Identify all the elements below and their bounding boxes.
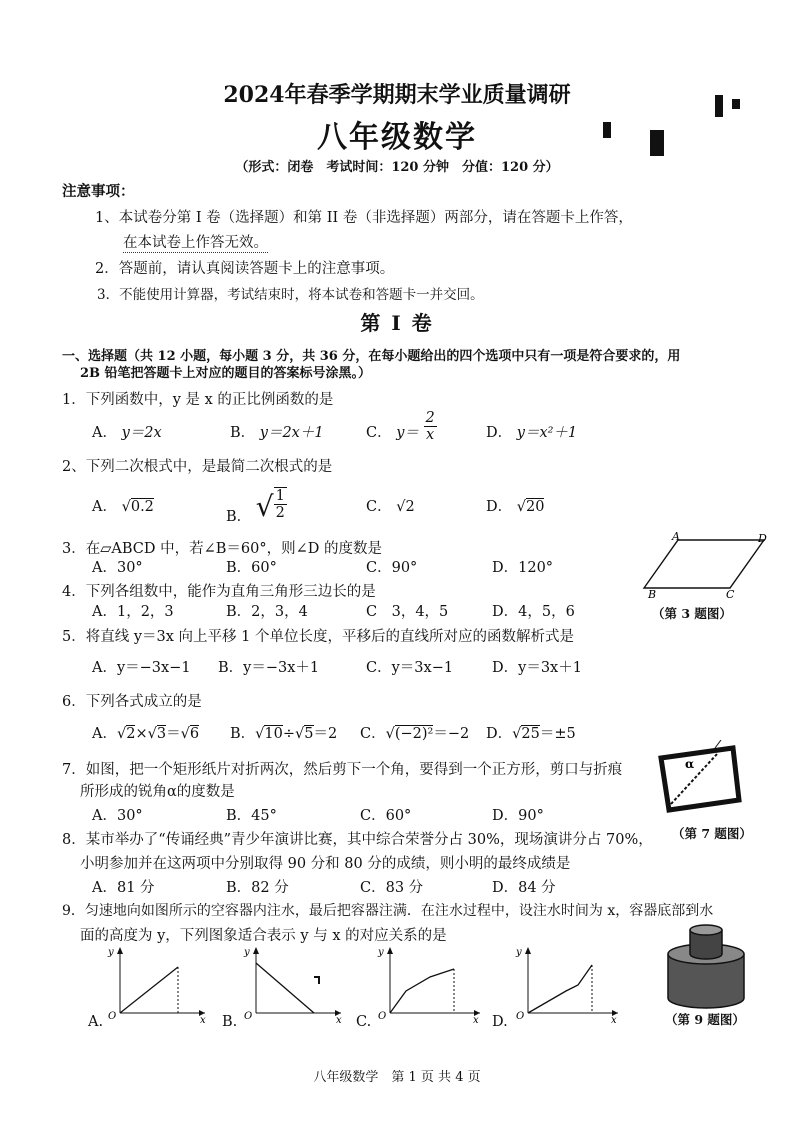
exam-subject: 八年级数学 <box>317 120 477 155</box>
q9c-y: y <box>378 947 384 958</box>
q2-b-label: B． <box>226 509 252 525</box>
q9-graph-d <box>508 945 623 1025</box>
q7-stem-1: 7．如图，把一个矩形纸片对折两次，然后剪下一个角，要得到一个正方形，剪口与折痕 <box>62 762 623 778</box>
q6-option-a: A．√2×√3＝√6 <box>92 726 200 742</box>
q4-stem: 4．下列各组数中，能作为直角三角形三边长的是 <box>62 584 376 600</box>
q3-option-b: B．60° <box>226 560 277 576</box>
q9b-o: O <box>244 1011 253 1022</box>
figure-9-container <box>662 912 752 1012</box>
q6-d-rad: 25 <box>521 726 540 742</box>
q6-d-label: D． <box>486 726 513 742</box>
q6-a-rad3: 6 <box>189 726 200 742</box>
q9b-x: x <box>336 1015 342 1025</box>
q1-stem: 1．下列函数中，y 是 x 的正比例函数的是 <box>62 392 334 408</box>
q2-d-radicand: 20 <box>526 499 545 515</box>
q6-b-eq: ＝2 <box>313 726 338 742</box>
q6-c-eq: ＝−2 <box>433 726 470 742</box>
q9-stem-2: 面的高度为 y，下列图象适合表示 y 与 x 的对应关系的是 <box>80 928 447 944</box>
section-title: 第 I 卷 <box>360 311 434 335</box>
q7-stem-2: 所形成的锐角α的度数是 <box>80 784 235 800</box>
q1-a-math: y＝2x <box>121 425 162 441</box>
fig7-caption: （第 7 题图） <box>672 826 752 841</box>
q9-stem-1: 9．匀速地向如图所示的空容器内注水，最后把容器注满．在注水过程中，设注水时间为 x，容器底部到水 <box>62 903 714 919</box>
notes-heading: 注意事项： <box>62 183 135 200</box>
q9c-o: O <box>378 1011 387 1022</box>
fig3-caption: （第 3 题图） <box>652 606 732 621</box>
q9-graph-b <box>236 945 346 1025</box>
q6-option-d: D．√25＝±5 <box>486 726 576 742</box>
q2-d-label: D． <box>486 499 513 515</box>
figure-7-folded-paper <box>655 740 745 820</box>
q2-c-label: C． <box>366 499 392 515</box>
q6-a-rad2: 3 <box>156 726 167 742</box>
q2-a-radicand: 0.2 <box>130 499 154 515</box>
fig9-caption: （第 9 题图） <box>665 1012 745 1027</box>
q7-option-c: C．60° <box>360 808 412 824</box>
q9a-y: y <box>108 947 114 958</box>
fig3-label-d: D <box>758 532 767 545</box>
q1-d-math: y＝x²＋1 <box>516 425 578 441</box>
q6-a-eq: ＝ <box>166 726 181 742</box>
q6-d-eq: ＝±5 <box>539 726 576 742</box>
q4-option-b: B．2，3，4 <box>226 604 308 620</box>
q6-a-rad1: 2 <box>126 726 136 742</box>
q1-b-label: B． <box>230 425 256 441</box>
q5-option-d: D．y＝3x＋1 <box>492 660 582 676</box>
q4-option-c: C 3，4，5 <box>366 604 449 620</box>
q9-option-a-label: A. <box>88 1014 104 1030</box>
q1-c-label: C． <box>366 425 392 441</box>
fig3-label-a: A <box>672 530 680 543</box>
q1-option-c <box>366 410 437 443</box>
q2-option-d: D． √20 <box>486 499 545 515</box>
q6-b-div: ÷ <box>282 726 296 742</box>
fig7-alpha-label: α <box>685 757 695 771</box>
scan-mark-2 <box>318 976 320 984</box>
q6-stem: 6．下列各式成立的是 <box>62 694 202 710</box>
q1-b-math: y＝2x＋1 <box>259 425 324 441</box>
q1-option-d <box>486 421 577 442</box>
q6-b-label: B． <box>230 726 256 742</box>
q2-option-b: B． √ $\frac{1}{2}$ <box>226 488 285 525</box>
q2-b-den: 2 <box>275 505 285 521</box>
page-footer: 八年级数学 第 1 页 共 4 页 <box>313 1070 481 1085</box>
q9c-x: x <box>473 1015 479 1025</box>
q1-c-den: x <box>426 427 435 443</box>
q2-option-a: A． √0.2 <box>92 499 154 515</box>
q6-a-label: A． <box>92 726 117 742</box>
section-intro-2: 2B 铅笔把答题卡上对应的题目的答案标号涂黑。） <box>80 366 372 381</box>
q3-option-d: D．120° <box>492 560 554 576</box>
q2-stem: 2、下列二次根式中，是最简二次根式的是 <box>62 459 333 475</box>
q1-d-label: D． <box>486 425 513 441</box>
q1-a-label: A． <box>92 425 117 441</box>
q7-option-a: A．30° <box>92 808 143 824</box>
q2-b-fraction <box>274 487 287 521</box>
note-item-1b: 在本试卷上作答无效。 <box>123 231 268 253</box>
q4-option-d: D．4，5，6 <box>492 604 575 620</box>
fig3-label-b: B <box>648 588 657 600</box>
q9-option-b-label: B. <box>222 1014 238 1030</box>
q9a-x: x <box>200 1015 206 1025</box>
note-item-3: 3．不能使用计算器，考试结束时，将本试卷和答题卡一并交回。 <box>97 287 484 303</box>
q6-c-label: C． <box>360 726 386 742</box>
exam-title: 2024年春季学期期末学业质量调研 <box>223 82 571 108</box>
q1-c-pre: y＝ <box>396 425 419 441</box>
section-intro-1: 一、选择题（共 12 小题，每小题 3 分，共 36 分，在每小题给出的四个选项中只有一项是符合要求的，用 <box>62 349 681 364</box>
q4-option-a: A．1，2，3 <box>92 604 174 620</box>
q8-option-c: C．83 分 <box>360 880 424 896</box>
exam-meta: （形式：闭卷 考试时间：120 分钟 分值：120 分） <box>235 160 559 175</box>
q6-option-c: C．√(−2)²＝−2 <box>360 726 470 742</box>
q1-option-a <box>92 421 162 442</box>
q8-option-a: A．81 分 <box>92 880 155 896</box>
fig3-label-c: C <box>726 588 735 600</box>
q1-c-fraction <box>424 410 437 443</box>
figure-3-parallelogram <box>640 530 770 600</box>
q5-option-c: C．y＝3x−1 <box>366 660 454 676</box>
q5-stem: 5．将直线 y＝3x 向上平移 1 个单位长度，平移后的直线所对应的函数解析式是 <box>62 629 574 645</box>
q9-graph-a <box>100 945 210 1025</box>
q6-b-rad1: 10 <box>264 726 283 742</box>
q3-stem: 3．在▱ABCD 中，若∠B＝60°，则∠D 的度数是 <box>62 541 382 557</box>
q9d-x: x <box>611 1015 617 1025</box>
q9d-o: O <box>516 1011 525 1022</box>
q6-b-rad2: 5 <box>304 726 314 742</box>
q6-option-b: B．√10÷√5＝2 <box>230 726 338 742</box>
note-item-2: 2．答题前，请认真阅读答题卡上的注意事项。 <box>95 261 395 277</box>
note-item-1: 1、本试卷分第 I 卷（选择题）和第 II 卷（非选择题）两部分，请在答题卡上作答， <box>95 210 633 226</box>
q7-option-b: B．45° <box>226 808 277 824</box>
q6-a-times: × <box>135 726 148 742</box>
q2-option-c: C． √2 <box>366 499 415 515</box>
q8-option-d: D．84 分 <box>492 880 556 896</box>
q5-option-b: B．y＝−3x＋1 <box>218 660 320 676</box>
q9a-o: O <box>108 1011 117 1022</box>
q9b-y: y <box>244 947 250 958</box>
q8-stem-1: 8．某市举办了“传诵经典”青少年演讲比赛，其中综合荣誉分占 30%，现场演讲分占 70%， <box>62 832 653 848</box>
q9-graph-c <box>370 945 485 1025</box>
q8-option-b: B．82 分 <box>226 880 289 896</box>
q3-option-a: A．30° <box>92 560 143 576</box>
q1-c-num: 2 <box>425 410 435 426</box>
q9-option-c-label: C. <box>356 1014 372 1030</box>
q6-c-rad: (−2)² <box>394 726 434 742</box>
q2-a-label: A． <box>92 499 117 515</box>
q9-option-d-label: D. <box>492 1014 508 1030</box>
q2-c-radicand: 2 <box>405 499 415 515</box>
q9d-y: y <box>516 947 522 958</box>
q3-option-c: C．90° <box>366 560 418 576</box>
q7-option-d: D．90° <box>492 808 544 824</box>
q8-stem-2: 小明参加并在这两项中分别取得 90 分和 80 分的成绩，则小明的最终成绩是 <box>80 856 571 872</box>
q1-option-b <box>230 421 324 442</box>
q5-option-a: A．y＝−3x−1 <box>92 660 191 676</box>
q2-b-num: 1 <box>275 488 285 504</box>
